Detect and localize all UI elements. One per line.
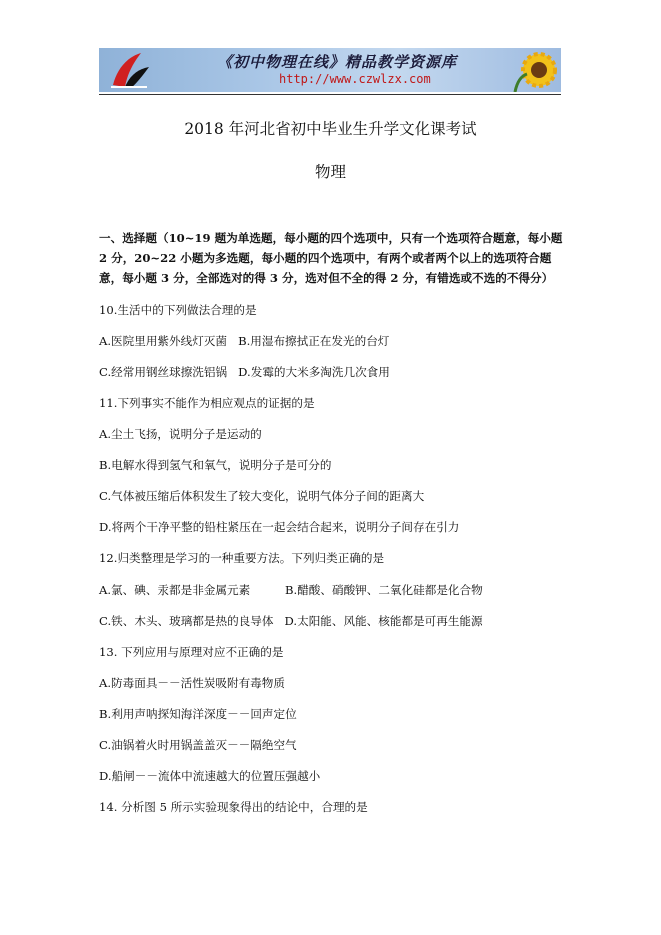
- option-a: A.医院里用紫外线灯灭菌: [99, 334, 227, 348]
- question-11-stem: 11.下列事实不能作为相应观点的证据的是: [99, 396, 315, 410]
- banner-title: 《初中物理在线》精品教学资源库: [217, 53, 458, 71]
- question-13-stem: 13. 下列应用与原理对应不正确的是: [99, 645, 284, 659]
- question-14-stem: 14. 分析图 5 所示实验现象得出的结论中，合理的是: [99, 800, 368, 814]
- question-11-option-d: D.将两个干净平整的铅柱紧压在一起会结合起来，说明分子间存在引力: [99, 520, 460, 534]
- question-11-option-a: A.尘土飞扬，说明分子是运动的: [99, 427, 262, 441]
- sunflower-icon: [501, 48, 561, 92]
- stylized-leaf-logo-icon: [107, 51, 151, 89]
- question-12-stem: 12.归类整理是学习的一种重要方法。下列归类正确的是: [99, 551, 385, 565]
- question-11-option-b: B.电解水得到氢气和氧气，说明分子是可分的: [99, 458, 332, 472]
- question-10-options-ab: [99, 333, 389, 349]
- question-11-option-c: C.气体被压缩后体积发生了较大变化，说明气体分子间的距离大: [99, 489, 425, 503]
- option-b: B.用湿布擦拭正在发光的台灯: [238, 334, 390, 348]
- exam-title: 2018 年河北省初中毕业生升学文化课考试: [184, 120, 477, 138]
- question-10-options-cd: [99, 364, 390, 380]
- option-c: C.铁、木头、玻璃都是热的良导体: [99, 614, 274, 628]
- header-banner: [99, 48, 561, 92]
- question-13-option-d: D.船闸－－流体中流速越大的位置压强越小: [99, 769, 321, 783]
- question-12-options-cd: [99, 613, 483, 629]
- question-13-option-b: B.利用声呐探知海洋深度－－回声定位: [99, 707, 297, 721]
- header-rule: [99, 94, 561, 95]
- question-10-stem: 10.生活中的下列做法合理的是: [99, 303, 257, 317]
- banner-url: http://www.czwlzx.com: [279, 72, 431, 86]
- exam-subject: 物理: [314, 163, 346, 181]
- option-d: D.发霉的大米多淘洗几次食用: [238, 365, 390, 379]
- option-d: D.太阳能、风能、核能都是可再生能源: [284, 614, 483, 628]
- section-instructions: 一、选择题（10~19 题为单选题，每小题的四个选项中，只有一个选项符合题意，每小题 2 分，20~22 小题为多选题，每小题的四个选项中，有两个或者两个以上的选项符合题意，每小题 3 分，全部选对的得 3 分，选对但不全的得 2 分，有错选或不选的不得分）: [99, 231, 563, 285]
- option-c: C.经常用钢丝球擦洗铝锅: [99, 365, 228, 379]
- question-12-options-ab: [99, 582, 483, 598]
- option-a: A.氯、碘、汞都是非金属元素: [99, 583, 251, 597]
- option-b: B.醋酸、硝酸钾、二氧化硅都是化合物: [285, 583, 483, 597]
- question-13-option-c: C.油锅着火时用锅盖盖灭－－隔绝空气: [99, 738, 297, 752]
- question-13-option-a: A.防毒面具－－活性炭吸附有毒物质: [99, 676, 285, 690]
